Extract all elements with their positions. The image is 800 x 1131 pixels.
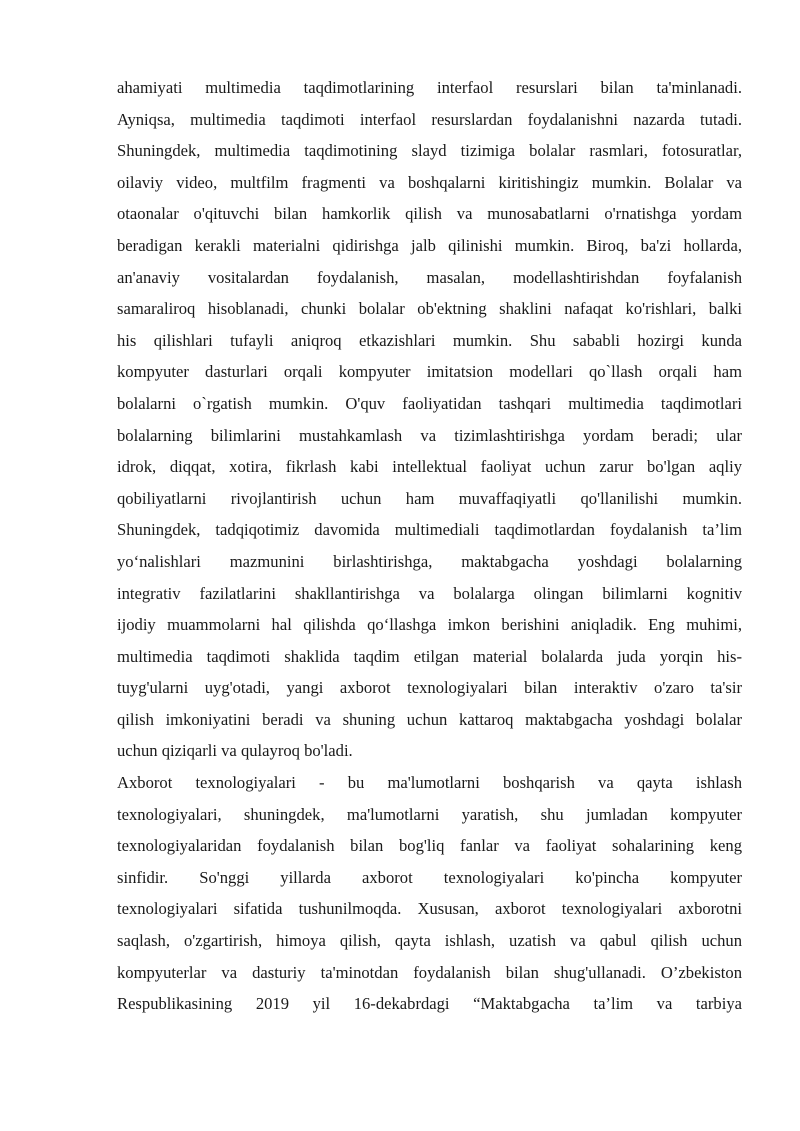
text-line: Axborot texnologiyalari - bu ma'lumotlarni boshqarish va qayta ishlash [117,773,742,793]
text-line: kompyuterlar va dasturiy ta'minotdan foydalanish bilan shug'ullanadi. O’zbekiston [117,962,742,982]
text-line: saqlash, o'zgartirish, himoya qilish, qayta ishlash, uzatish va qabul qilish uchun [117,931,742,951]
text-line: yo‘nalishlari mazmunini birlashtirishga, maktabgacha yoshdagi bolalarning [117,551,742,571]
text-line: qilish imkoniyatini beradi va shuning uchun kattaroq maktabgacha yoshdagi bolalar [117,709,742,729]
text-line: Respublikasining 2019 yil 16-dekabrdagi “Maktabgacha ta’lim va tarbiya [117,994,742,1014]
paragraph [117,72,742,767]
text-line: qobiliyatlarni rivojlantirish uchun ham muvaffaqiyatli qo'llanilishi mumkin. [117,488,742,508]
text-line: idrok, diqqat, xotira, fikrlash kabi intellektual faoliyat uchun zarur bo'lgan aqliy [117,457,742,477]
text-line: ahamiyati multimedia taqdimotlarining interfaol resurslari bilan ta'minlanadi. [117,78,742,97]
text-line: uchun qiziqarli va qulayroq bo'ladi. [117,741,353,761]
text-line: Shuningdek, multimedia taqdimotining slayd tizimiga bolalar rasmlari, fotosuratlar, [117,141,742,161]
text-line: sinfidir. So'nggi yillarda axborot texnologiyalari ko'pincha kompyuter [117,867,742,887]
text-line: oilaviy video, multfilm fragmenti va boshqalarni kiritishingiz mumkin. Bolalar va [117,172,742,192]
text-line: Shuningdek, tadqiqotimiz davomida multimediali taqdimotlardan foydalanish ta’lim [117,520,742,540]
text-line: texnologiyalaridan foydalanish bilan bog'liq fanlar va faoliyat sohalarining keng [117,836,742,856]
text-line: integrativ fazilatlarini shakllantirishga va bolalarga olingan bilimlarni kognitiv [117,583,742,603]
text-line: ijodiy muammolarni hal qilishda qo‘llashga imkon berishini aniqladik. Eng muhimi, [117,615,742,635]
text-line: multimedia taqdimoti shaklida taqdim etilgan material bolalarda juda yorqin his- [117,646,742,666]
text-line: bolalarni o`rgatish mumkin. O'quv faoliyatidan tashqari multimedia taqdimotlari [117,393,742,413]
text-line: bolalarning bilimlarini mustahkamlash va tizimlashtirishga yordam beradi; ular [117,425,742,445]
text-line: texnologiyalari, shuningdek, ma'lumotlarni yaratish, shu jumladan kompyuter [117,804,742,824]
paragraph [117,767,742,1020]
text-line: his qilishlari tufayli aniqroq etkazishlari mumkin. Shu sababli hozirgi kunda [117,330,742,350]
body-text [117,72,742,1020]
text-line: an'anaviy vositalardan foydalanish, masalan, modellashtirishdan foyfalanish [117,267,742,287]
text-line: kompyuter dasturlari orqali kompyuter imitatsion modellari qo`llash orqali ham [117,362,742,382]
text-line: otaonalar o'qituvchi bilan hamkorlik qilish va munosabatlarni o'rnatishga yordam [117,204,742,224]
text-line: texnologiyalari sifatida tushunilmoqda. Xususan, axborot texnologiyalari axborotni [117,899,742,919]
text-line: tuyg'ularni uyg'otadi, yangi axborot texnologiyalari bilan interaktiv o'zaro ta'sir [117,678,742,698]
text-line: samaraliroq hisoblanadi, chunki bolalar ob'ektning shaklini nafaqat ko'rishlari, balki [117,299,742,319]
text-line: beradigan kerakli materialni qidirishga jalb qilinishi mumkin. Biroq, ba'zi hollarda, [117,235,742,255]
text-line: Ayniqsa, multimedia taqdimoti interfaol resurslardan foydalanishni nazarda tutadi. [117,109,742,129]
